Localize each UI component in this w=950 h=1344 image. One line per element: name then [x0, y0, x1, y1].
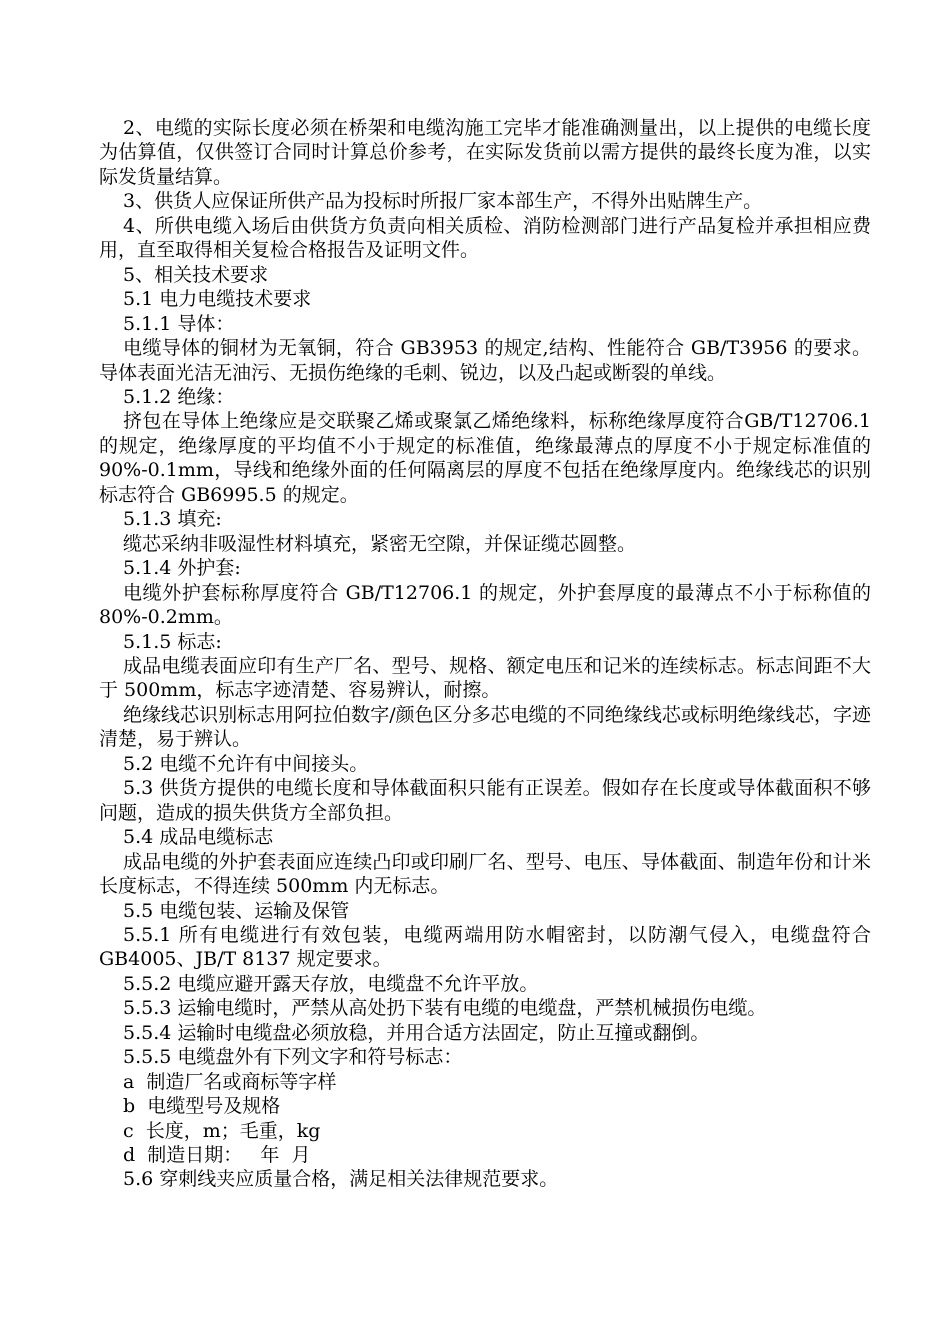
list-item-model: b 电缆型号及规格	[123, 1095, 281, 1118]
paragraph-reel-markings: 5.5.5 电缆盘外有下列文字和符号标志：	[123, 1046, 463, 1069]
paragraph-fixing: 5.5.4 运输时电缆盘必须放稳，并用合适方法固定，防止互撞或翻倒。	[123, 1021, 710, 1044]
list-item-length-weight: c 长度，m；毛重，kg	[123, 1119, 321, 1142]
section-heading-marking: 5.1.5 标志:	[123, 630, 222, 653]
section-heading-conductor: 5.1.1 导体：	[123, 312, 235, 335]
paragraph-positive-tolerance: 5.3 供货方提供的电缆长度和导体截面积只能有正误差。假如存在长度或导体截面积不够问题，造成的损失供货方全部负担。	[99, 777, 871, 824]
paragraph-conductor: 电缆导体的铜材为无氧铜，符合 GB3953 的规定,结构、性能符合 GB/T3956 的要求。导体表面光洁无油污、无损伤绝缘的毛刺、锐边，以及凸起或断裂的单线。	[99, 337, 871, 384]
paragraph-no-joints: 5.2 电缆不允许有中间接头。	[123, 752, 369, 775]
paragraph-piercing-clamp: 5.6 穿刺线夹应质量合格，满足相关法律规范要求。	[123, 1168, 559, 1191]
paragraph-oem-ban: 3、供货人应保证所供产品为投标时所报厂家本部生产，不得外出贴牌生产。	[123, 190, 763, 213]
paragraph-storage: 5.5.2 电缆应避开露天存放，电缆盘不允许平放。	[123, 972, 539, 995]
paragraph-marking: 成品电缆表面应印有生产厂名、型号、规格、额定电压和记米的连续标志。标志间距不大于 500mm，标志字迹清楚、容易辨认，耐擦。	[99, 654, 871, 702]
section-heading-finished-marking: 5.4 成品电缆标志	[123, 826, 274, 849]
section-heading-tech-requirements: 5、相关技术要求	[123, 263, 269, 286]
section-heading-filling: 5.1.3 填充:	[123, 508, 222, 531]
paragraph-finished-marking: 成品电缆的外护套表面应连续凸印或印刷厂名、型号、电压、导体截面、制造年份和计米长度标志，不得连续 500mm 内无标志。	[99, 850, 871, 898]
list-item-manufacturer: a 制造厂名或商标等字样	[123, 1070, 337, 1093]
section-heading-sheath: 5.1.4 外护套:	[123, 557, 241, 580]
section-heading-insulation: 5.1.2 绝缘：	[123, 385, 235, 408]
section-heading-packaging: 5.5 电缆包装、运输及保管	[123, 899, 350, 922]
list-item-date: d 制造日期： 年 月	[123, 1144, 311, 1167]
paragraph-packaging: 5.5.1 所有电缆进行有效包装，电缆两端用防水帽密封，以防潮气侵入，电缆盘符合 GB4005、JB/T 8137 规定要求。	[99, 923, 878, 971]
section-heading-power-cable: 5.1 电力电缆技术要求	[123, 288, 312, 311]
paragraph-delivery-length: 2、电缆的实际长度必须在桥架和电缆沟施工完毕才能准确测量出，以上提供的电缆长度为估算值，仅供签订合同时计算总价参考，在实际发货前以需方提供的最终长度为准，以实际发货量结算。	[99, 117, 871, 188]
document-body	[99, 116, 878, 1192]
paragraph-transport: 5.5.3 运输电缆时，严禁从高处扔下装有电缆的电缆盘，严禁机械损伤电缆。	[123, 997, 767, 1020]
paragraph-reinspection: 4、所供电缆入场后由供货方负责向相关质检、消防检测部门进行产品复检并承担相应费用，直至取得相关复检合格报告及证明文件。	[99, 214, 871, 262]
paragraph-insulation: 挤包在导体上绝缘应是交联聚乙烯或聚氯乙烯绝缘料，标称绝缘厚度符合GB/T12706.1 的规定，绝缘厚度的平均值不小于规定的标准值，绝缘最薄点的厚度不小于规定标准值的 90%-0.1mm，导线和绝缘外面的任何隔离层的厚度不包括在绝缘厚度内。绝缘线芯的识别标志符合 GB6995.5 的规定。	[99, 410, 878, 506]
paragraph-core-identification: 绝缘线芯识别标志用阿拉伯数字/颜色区分多芯电缆的不同绝缘线芯或标明绝缘线芯，字迹清楚，易于辨认。	[99, 703, 871, 751]
paragraph-sheath: 电缆外护套标称厚度符合 GB/T12706.1 的规定，外护套厚度的最薄点不小于标称值的 80%-0.2mm。	[99, 581, 878, 629]
paragraph-filling: 缆芯采纳非吸湿性材料填充，紧密无空隙，并保证缆芯圆整。	[123, 532, 637, 555]
